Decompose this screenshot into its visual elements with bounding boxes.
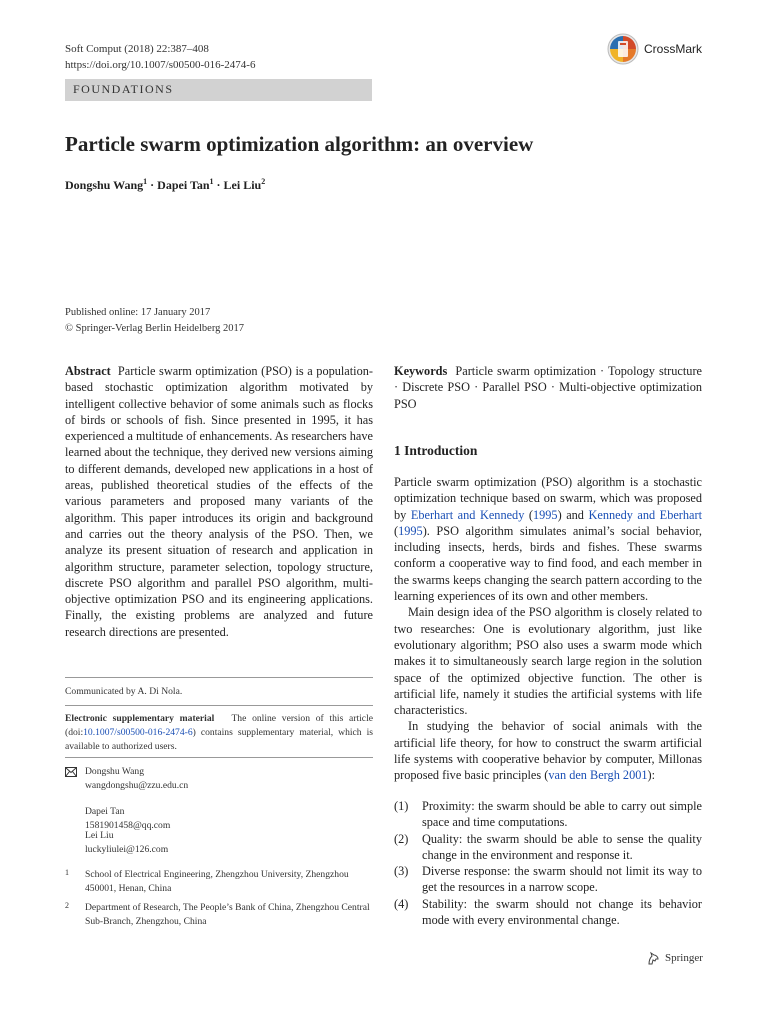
published-date: Published online: 17 January 2017 bbox=[65, 307, 211, 318]
list-text: Diverse response: the swarm should not limit its way to get the resources in a narrow scope. bbox=[422, 864, 702, 895]
crossmark-badge[interactable] bbox=[607, 34, 702, 64]
communicated-by: Communicated by A. Di Nola. bbox=[65, 686, 183, 697]
citation-link[interactable]: Eberhart and Kennedy bbox=[410, 507, 525, 522]
author-affiliation-mark: 2 bbox=[261, 177, 266, 186]
copyright: © Springer-Verlag Berlin Heidelberg 2017 bbox=[65, 323, 245, 334]
affiliation-text: School of Electrical Engineering, Zhengzhou University, Zhengzhou 450001, Henan, China bbox=[85, 869, 349, 894]
author-list bbox=[65, 177, 265, 193]
text-run: ( bbox=[394, 523, 399, 538]
contact-email[interactable]: 1581901458@qq.com bbox=[85, 820, 171, 831]
author-affiliation-mark: 1 bbox=[143, 177, 148, 186]
citation-year-link[interactable]: 1995 bbox=[532, 507, 558, 522]
keywords-label: Keywords bbox=[394, 364, 448, 378]
author-name[interactable]: Dongshu Wang bbox=[65, 178, 144, 192]
abstract bbox=[65, 363, 373, 640]
author-separator: · bbox=[213, 178, 224, 192]
affiliation bbox=[65, 868, 373, 898]
abstract-label: Abstract bbox=[65, 364, 111, 378]
contact-name: Lei Liu bbox=[85, 830, 114, 841]
contact-name: Dapei Tan bbox=[85, 806, 125, 817]
principles-list bbox=[394, 798, 702, 928]
keywords-text: Particle swarm optimization · Topology structure · Discrete PSO · Parallel PSO · Multi-objective optimization PSO bbox=[394, 364, 702, 411]
contact-email[interactable]: luckyliulei@126.com bbox=[85, 844, 169, 855]
list-item bbox=[394, 896, 702, 929]
affiliation bbox=[65, 901, 373, 931]
section-heading-introduction: 1 Introduction bbox=[394, 443, 478, 458]
paragraph bbox=[394, 718, 702, 783]
introduction-body bbox=[394, 474, 702, 784]
paragraph bbox=[394, 474, 702, 604]
contact-item bbox=[85, 829, 168, 857]
text-run: In studying the behavior of social animals with the artificial life theory, for how to construct the swarm artificial life systems with cooperative behavior by computer, Millonas proposed five basic principles ( bbox=[394, 719, 702, 783]
crossmark-icon bbox=[607, 33, 639, 65]
citation-link[interactable]: Kennedy and Eberhart bbox=[588, 507, 703, 522]
citation-year-link[interactable]: 1995 bbox=[398, 523, 423, 538]
citation-link[interactable]: van den Bergh 2001 bbox=[548, 768, 648, 783]
section-banner bbox=[65, 79, 372, 101]
list-item bbox=[394, 863, 702, 896]
list-item bbox=[394, 798, 702, 831]
list-number: (4) bbox=[394, 896, 409, 911]
section-label: FOUNDATIONS bbox=[73, 82, 174, 96]
springer-horse-icon bbox=[646, 951, 660, 965]
doi-link[interactable]: https://doi.org/10.1007/s00500-016-2474-6 bbox=[65, 59, 256, 71]
paper-title: Particle swarm optimization algorithm: an overview bbox=[65, 132, 534, 156]
crossmark-label: CrossMark bbox=[644, 42, 703, 56]
author-name[interactable]: Dapei Tan bbox=[157, 178, 210, 192]
publisher-footer bbox=[646, 951, 703, 965]
text-run: ) and bbox=[557, 507, 589, 522]
contact-email[interactable]: wangdongshu@zzu.edu.cn bbox=[85, 780, 189, 791]
list-text: Proximity: the swarm should be able to carry out simple space and time computations. bbox=[422, 799, 702, 830]
contact-item bbox=[85, 765, 188, 793]
esm-text: ) contains supplementary material, which is available to authorized users. bbox=[65, 727, 373, 752]
supplementary-note bbox=[65, 712, 373, 754]
list-number: (1) bbox=[394, 799, 409, 813]
author-name[interactable]: Lei Liu bbox=[223, 178, 262, 192]
text-run: ): bbox=[647, 768, 656, 783]
footnote-divider bbox=[65, 705, 373, 706]
publisher-name: Springer bbox=[665, 952, 703, 964]
footnote-divider bbox=[65, 677, 373, 678]
list-item bbox=[394, 831, 702, 864]
paragraph: Main design idea of the PSO algorithm is closely related to two researches: One is evolutionary algorithm, just like evolutionary algorithm; PSO also uses a swarm mode which makes it to simultaneously search large region in the solution space of the optimized objective function. The other is artificial life, namely it studies the artificial systems with life characteristics. bbox=[394, 605, 702, 718]
esm-text: The online version of this article (doi: bbox=[65, 713, 373, 738]
list-text: Quality: the swarm should be able to sense the quality change in the environment and response it. bbox=[422, 831, 702, 862]
keywords bbox=[394, 363, 702, 412]
list-number: (2) bbox=[394, 831, 409, 846]
author-separator: · bbox=[147, 178, 158, 192]
footnote-divider bbox=[65, 757, 373, 758]
journal-citation: Soft Comput (2018) 22:387–408 bbox=[65, 43, 209, 55]
abstract-text: Particle swarm optimization (PSO) is a population-based stochastic optimization algorithm motivated by intelligent collective behavior of some animals such as flocks of birds or schools of fish. Since presented in 1995, it has experienced a multitude of enhancements. As researchers have learned about the technique, they derived new versions aiming to different demands, developed new applications in a host of areas, published theoretical studies of the effects of the various parameters and proposed many variants of the algorithm. This paper introduces its origin and background and carries out the theory analysis of the PSO. Then, we analyze its present situation of research and application in algorithm structure, parameter selection, topology structure, discrete PSO algorithm and parallel PSO algorithm, multi-objective optimization PSO and its engineering applications. Finally, the existing problems are analyzed and future research directions are presented. bbox=[65, 364, 373, 639]
envelope-icon bbox=[65, 767, 77, 777]
author-affiliation-mark: 1 bbox=[209, 177, 214, 186]
text-run: ( bbox=[524, 507, 533, 522]
esm-doi-link[interactable]: 10.1007/s00500-016-2474-6 bbox=[83, 727, 193, 738]
affiliation-text: Department of Research, The People’s Bank of China, Zhengzhou Central Sub-Branch, Zhengzhou, China bbox=[85, 902, 370, 927]
journal-meta bbox=[65, 41, 255, 73]
affiliation-number: 2 bbox=[65, 901, 69, 910]
publication-info bbox=[65, 305, 244, 337]
text-run: Particle swarm optimization (PSO) algorithm is a stochastic optimization technique based on swarm, which was proposed by bbox=[394, 475, 702, 522]
text-run: ). PSO algorithm simulates animal’s social behavior, including insects, herds, birds and fishes. These swarms conform a cooperative way to find food, and each member in the swarms keeps changing the search pattern according to the learning experiences of its own and other members. bbox=[394, 523, 702, 604]
list-text: Stability: the swarm should not change its behavior mode with every environmental change. bbox=[422, 896, 702, 928]
list-number: (3) bbox=[394, 864, 409, 879]
esm-label: Electronic supplementary material bbox=[65, 713, 215, 724]
affiliation-number: 1 bbox=[65, 868, 69, 877]
contact-name: Dongshu Wang bbox=[85, 766, 145, 777]
